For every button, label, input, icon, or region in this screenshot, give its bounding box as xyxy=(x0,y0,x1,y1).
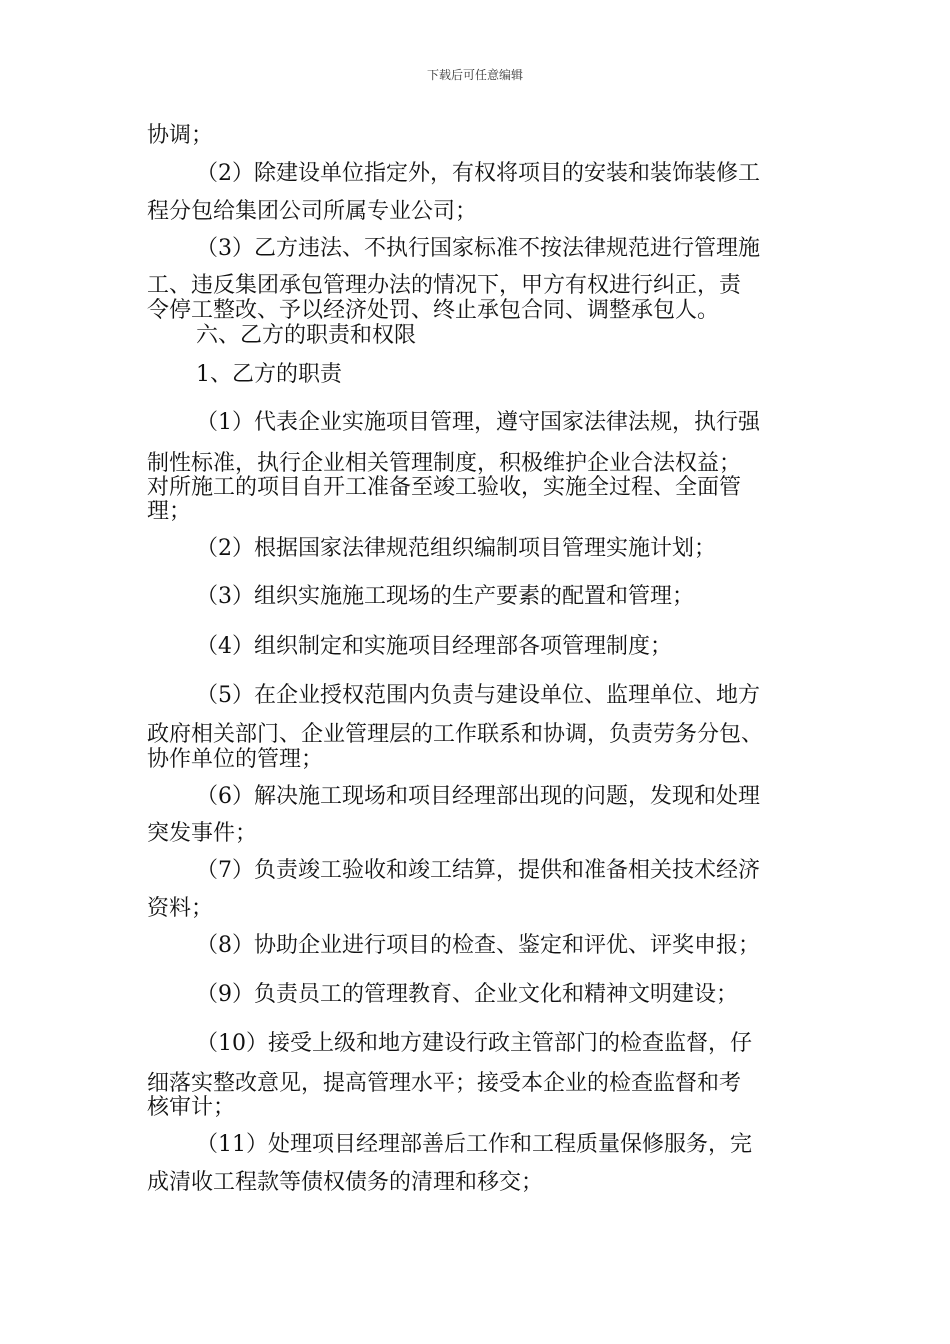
text-line: 程分包给集团公司所属专业公司； xyxy=(147,199,478,224)
text-line: 成清收工程款等债权债务的清理和移交； xyxy=(147,1170,544,1195)
text-line: （4）组织制定和实施项目经理部各项管理制度； xyxy=(196,634,672,659)
text-line: （6）解决施工现场和项目经理部出现的问题，发现和处理 xyxy=(196,784,760,809)
text-line: （9）负责员工的管理教育、企业文化和精神文明建设； xyxy=(196,982,738,1007)
text-line: 令停工整改、予以经济处罚、终止承包合同、调整承包人。 xyxy=(147,298,720,323)
text-line: 理； xyxy=(147,499,192,524)
text-line: 制性标准，执行企业相关管理制度，积极维护企业合法权益； xyxy=(147,451,742,476)
subsection-heading: 1、乙方的职责 xyxy=(196,362,342,387)
text-line: （11）处理项目经理部善后工作和工程质量保修服务，完 xyxy=(196,1132,752,1157)
text-line: （1）代表企业实施项目管理，遵守国家法律法规，执行强 xyxy=(196,410,760,435)
text-line: 资料； xyxy=(147,896,214,921)
text-line: 突发事件； xyxy=(147,821,258,846)
text-line: （3）组织实施施工现场的生产要素的配置和管理； xyxy=(196,584,694,609)
text-line: 政府相关部门、企业管理层的工作联系和协调，负责劳务分包、 xyxy=(147,722,764,747)
text-line: （5）在企业授权范围内负责与建设单位、监理单位、地方 xyxy=(196,683,760,708)
text-line: 协作单位的管理； xyxy=(147,747,324,772)
text-line: （3）乙方违法、不执行国家标准不按法律规范进行管理施 xyxy=(196,236,760,261)
text-line: 对所施工的项目自开工准备至竣工验收，实施全过程、全面管 xyxy=(147,475,742,500)
section-heading: 六、乙方的职责和权限 xyxy=(196,323,417,348)
text-line: 工、违反集团承包管理办法的情况下，甲方有权进行纠正，责 xyxy=(147,273,742,298)
text-line: （7）负责竣工验收和竣工结算，提供和准备相关技术经济 xyxy=(196,858,760,883)
text-line: （8）协助企业进行项目的检查、鉴定和评优、评奖申报； xyxy=(196,933,760,958)
text-line: （2）根据国家法律规范组织编制项目管理实施计划； xyxy=(196,536,716,561)
text-line: （10）接受上级和地方建设行政主管部门的检查监督，仔 xyxy=(196,1031,752,1056)
text-line: 核审计； xyxy=(147,1095,236,1120)
text-line: 细落实整改意见，提高管理水平；接受本企业的检查监督和考 xyxy=(147,1071,742,1096)
page-header: 下载后可任意编辑 xyxy=(426,68,523,82)
text-line: （2）除建设单位指定外，有权将项目的安装和装饰装修工 xyxy=(196,161,760,186)
text-line: 协调； xyxy=(147,123,214,148)
